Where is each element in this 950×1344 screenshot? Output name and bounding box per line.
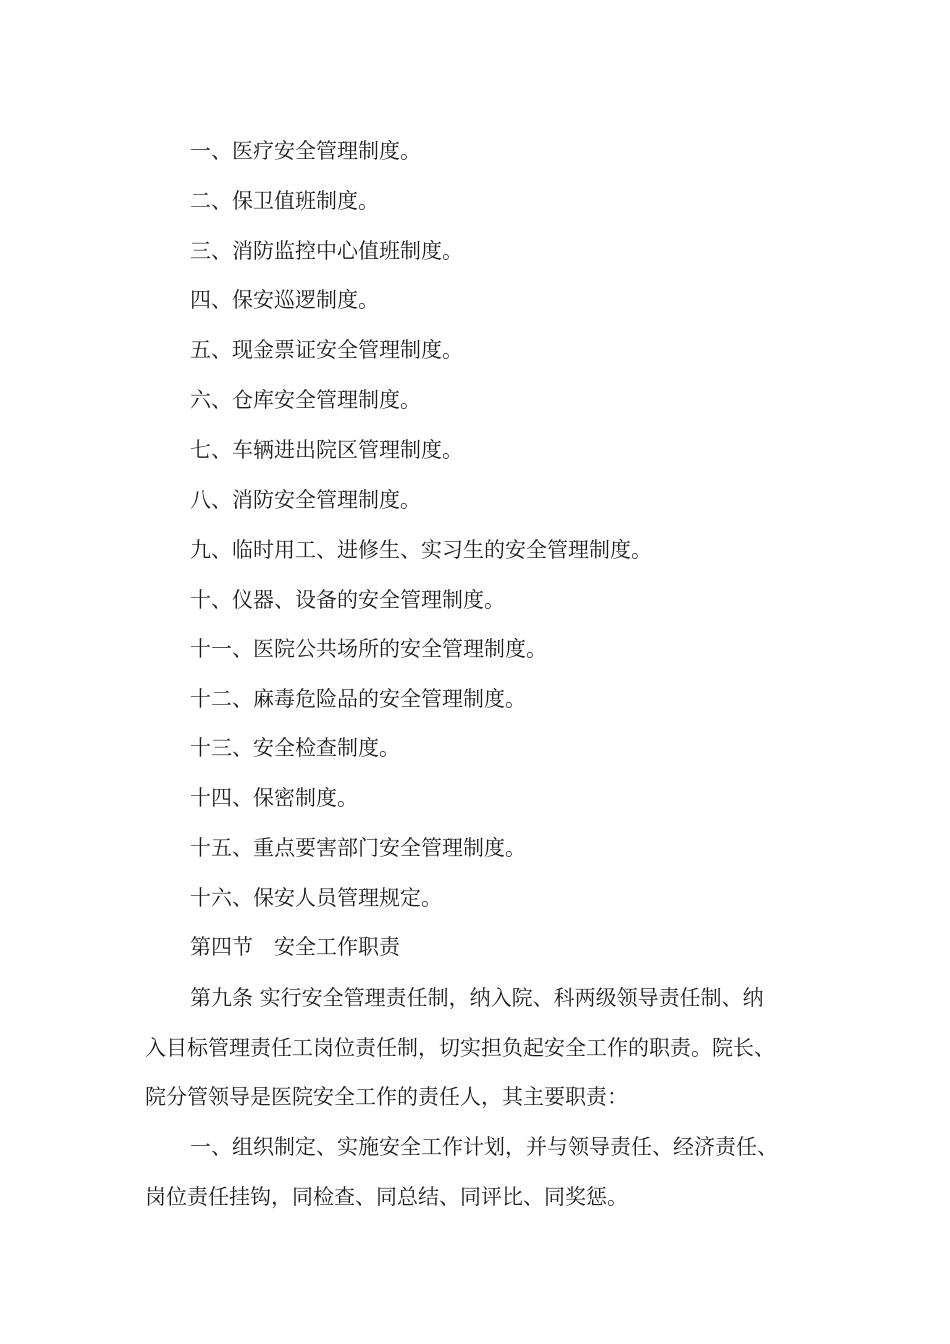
list-item: 九、临时用工、进修生、实习生的安全管理制度。 <box>190 538 652 562</box>
list-item: 十一、医院公共场所的安全管理制度。 <box>190 637 547 661</box>
list-item: 十三、安全检查制度。 <box>190 736 400 760</box>
list-item: 二、保卫值班制度。 <box>190 189 379 213</box>
section-heading: 第四节 安全工作职责 <box>190 935 400 959</box>
list-item: 十六、保安人员管理规定。 <box>190 886 442 910</box>
list-item: 八、消防安全管理制度。 <box>190 488 421 512</box>
list-item: 十二、麻毒危险品的安全管理制度。 <box>190 687 526 711</box>
duty-line: 岗位责任挂钩，同检查、同总结、同评比、同奖惩。 <box>145 1185 628 1209</box>
list-item: 一、医疗安全管理制度。 <box>190 139 421 163</box>
list-item: 十、仪器、设备的安全管理制度。 <box>190 588 505 612</box>
article-line: 入目标管理责任工岗位责任制，切实担负起安全工作的职责。院长、 <box>145 1036 775 1060</box>
duty-line: 一、组织制定、实施安全工作计划，并与领导责任、经济责任、 <box>190 1135 778 1159</box>
list-item: 三、消防监控中心值班制度。 <box>190 239 463 263</box>
list-item: 七、车辆进出院区管理制度。 <box>190 438 463 462</box>
list-item: 四、保安巡逻制度。 <box>190 288 379 312</box>
list-item: 十五、重点要害部门安全管理制度。 <box>190 836 526 860</box>
article-line: 院分管领导是医院安全工作的责任人，其主要职责： <box>145 1085 628 1109</box>
article-line: 第九条 实行安全管理责任制，纳入院、科两级领导责任制、纳 <box>190 986 764 1010</box>
list-item: 五、现金票证安全管理制度。 <box>190 338 463 362</box>
list-item: 六、仓库安全管理制度。 <box>190 388 421 412</box>
list-item: 十四、保密制度。 <box>190 786 358 810</box>
